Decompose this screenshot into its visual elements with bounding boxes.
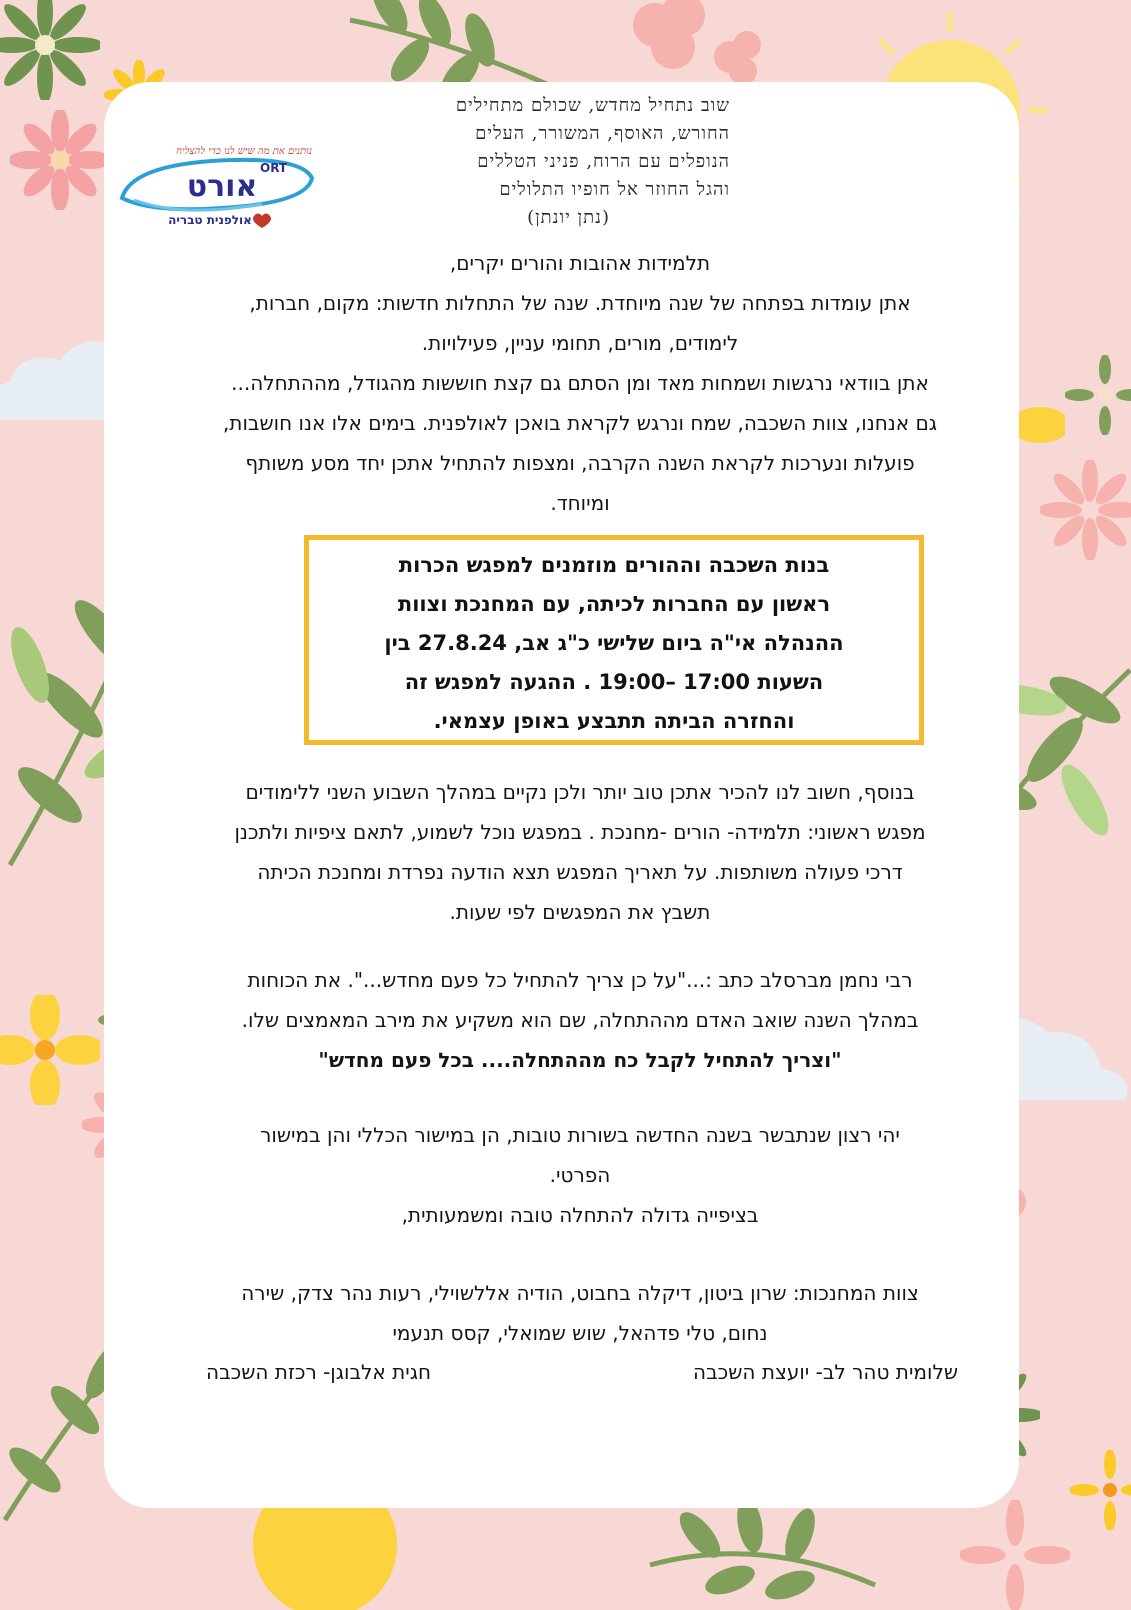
invitation-line: השעות 17:00 –19:00 . ההגעה למפגש זה	[404, 670, 824, 694]
intro-line: אתן בוודאי נרגשות ושמחות מאד ומן הסתם גם קצת חוששות מהגודל, מההתחלה...	[231, 371, 929, 395]
meeting-line: דרכי פעולה משותפות. על תאריך המפגש תצא הודעה נפרדת ומחנכת הכיתה	[257, 860, 903, 884]
opening-poem	[360, 92, 730, 232]
green-flower-right-icon	[1065, 355, 1131, 435]
poem-line: החורש, האוסף, המשורר, העלים	[475, 123, 730, 144]
quote-line: במהלך השנה שואב האדם מההתחלה, שם הוא משקיע את מירב המאמצים שלו.	[241, 1008, 919, 1032]
intro-line: ומיוחד.	[550, 491, 610, 515]
invitation-line: ראשון עם החברות לכיתה, עם המחנכת וצוות	[397, 592, 831, 616]
pink-flower-bottom-right-icon	[960, 1500, 1070, 1610]
logo-tagline: נותנים את מה שיש לנו כדי להצליח	[176, 146, 312, 157]
intro-line: גם אנחנו, צוות השכבה, שמח ונרגש לקראת בואכן לאולפנית. בימים אלו אנו חושבות,	[222, 411, 938, 435]
intro-line: לימודים, מורים, תחומי עניין, פעילויות.	[421, 331, 739, 355]
meeting-line: תשבץ את המפגשים לפי שעות.	[449, 900, 711, 924]
poem-author: (נתן יונתן)	[527, 207, 610, 228]
blessing-paragraph	[150, 1115, 1010, 1235]
quote-bold-line: "וצריך להתחיל לקבל כח מההתחלה.... בכל פעם מחדש"	[318, 1048, 842, 1072]
meeting-paragraph	[150, 772, 1010, 932]
intro-paragraph	[150, 243, 1010, 523]
poem-line: הנופלים עם הרוח, פניני הטללים	[477, 151, 730, 172]
intro-line: אתן עומדות בפתחה של שנה מיוחדת. שנה של התחלות חדשות: מקום, חברות,	[249, 291, 911, 315]
poem-line: והגל החוזר אל חופיו התלולים	[499, 179, 730, 200]
logo-school-name: אולפנית טבריה	[168, 213, 252, 227]
quote-line: רבי נחמן מברסלב כתב :..."על כן צריך להתחיל כל פעם מחדש...". את הכוחות	[247, 968, 913, 992]
top-left-flower-icon	[0, 0, 100, 100]
pink-daisy-icon	[10, 110, 110, 210]
invitation-line: והחזרה הביתה תתבצע באופן עצמאי.	[433, 709, 795, 733]
ort-logo	[112, 138, 327, 230]
invitation-box	[304, 535, 924, 745]
pink-clover-icon	[625, 0, 765, 95]
yellow-flower-bottom-right-icon	[1070, 1450, 1131, 1530]
staff-line: נחום, טלי פדהאל, שוש שמואלי, קסס תנעמי	[392, 1321, 768, 1345]
invitation-line: ההנהלה אי"ה ביום שלישי כ"ג אב, 27.8.24 בין	[384, 631, 844, 655]
poem-line: שוב נתחיל מחדש, שכולם מתחילים	[455, 95, 730, 116]
quote-paragraph	[150, 960, 1010, 1080]
staff-paragraph	[150, 1273, 1010, 1353]
intro-line: פועלות ונערכות לקראת השנה הקרבה, ומצפות להתחיל אתכן יחד מסע משותף	[245, 451, 915, 475]
signatures	[180, 1354, 980, 1390]
blessing-line: יהי רצון שנתבשר בשנה החדשה בשורות טובות, הן במישור הכללי והן במישור	[260, 1123, 900, 1147]
blessing-line: הפרטי.	[549, 1163, 611, 1187]
intro-line: תלמידות אהובות והורים יקרים,	[449, 251, 711, 275]
meeting-line: מפגש ראשוני: תלמידה- הורים -מחנכת . במפגש נוכל לשמוע, לתאם ציפיות ולתכנן	[234, 820, 926, 844]
staff-line: צוות המחנכות: שרון ביטון, דיקלה בחבוט, הודיה אללשוילי, רעות נהר צדק, שירה	[241, 1281, 919, 1305]
logo-brand-latin: ORT	[260, 161, 288, 175]
counselor-signature: שלומית טהר לב- יועצת השכבה	[693, 1360, 958, 1384]
pink-flower-right-icon	[1040, 460, 1131, 560]
meeting-line: בנוסף, חשוב לנו להכיר אתכן טוב יותר ולכן נקיים במהלך השבוע השני ללימודים	[245, 780, 915, 804]
bottom-leaf-branch-icon	[640, 1495, 880, 1605]
blessing-line: בציפייה גדולה להתחלה טובה ומשמעותית,	[401, 1203, 759, 1227]
logo-brand: אורט	[186, 169, 258, 204]
invitation-line: בנות השכבה וההורים מוזמנים למפגש הכרות	[398, 553, 830, 577]
coordinator-signature: חגית אלבוגן- רכזת השכבה	[206, 1360, 432, 1384]
heart-icon	[253, 214, 271, 229]
